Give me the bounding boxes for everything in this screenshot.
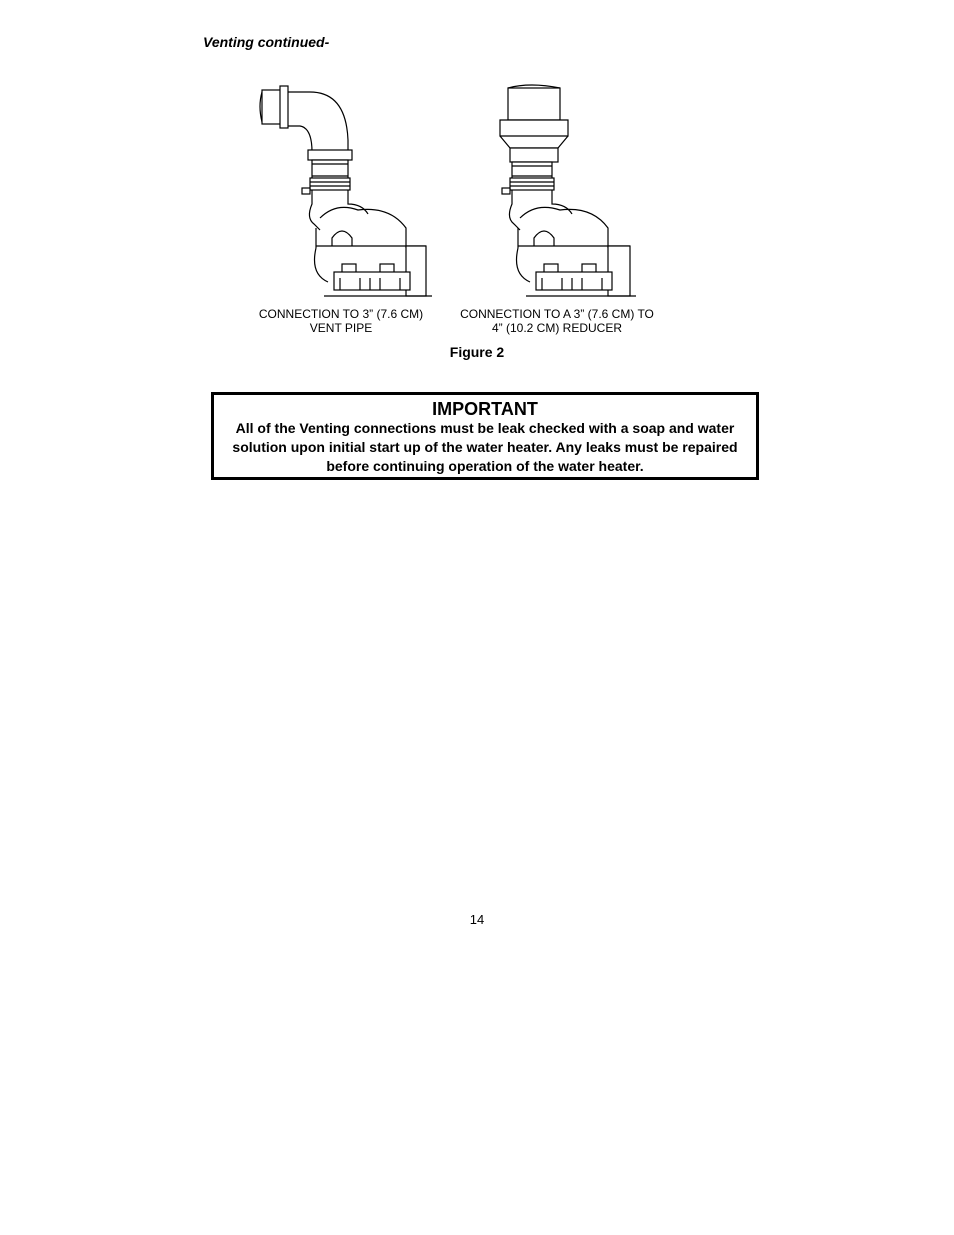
figure-caption-left: CONNECTION TO 3” (7.6 CM) VENT PIPE [258,307,424,335]
section-title: Venting continued- [203,34,330,50]
notice-text: All of the Venting connections must be leak checked with a soap and water solution upon initial start up of the water heater. Any leaks must be repaired before continuing operation of the water heater. [232,420,738,474]
figure-caption-right: CONNECTION TO A 3” (7.6 CM) TO 4” (10.2 CM) REDUCER [460,307,654,335]
page-number: 14 [469,912,485,927]
important-notice [211,392,759,480]
vent-reducer-drawing [500,85,636,296]
vent-pipe-elbow-drawing [260,86,432,296]
venting-figure [240,78,680,300]
notice-title: IMPORTANT [432,399,538,419]
figure-label: Figure 2 [449,344,505,360]
